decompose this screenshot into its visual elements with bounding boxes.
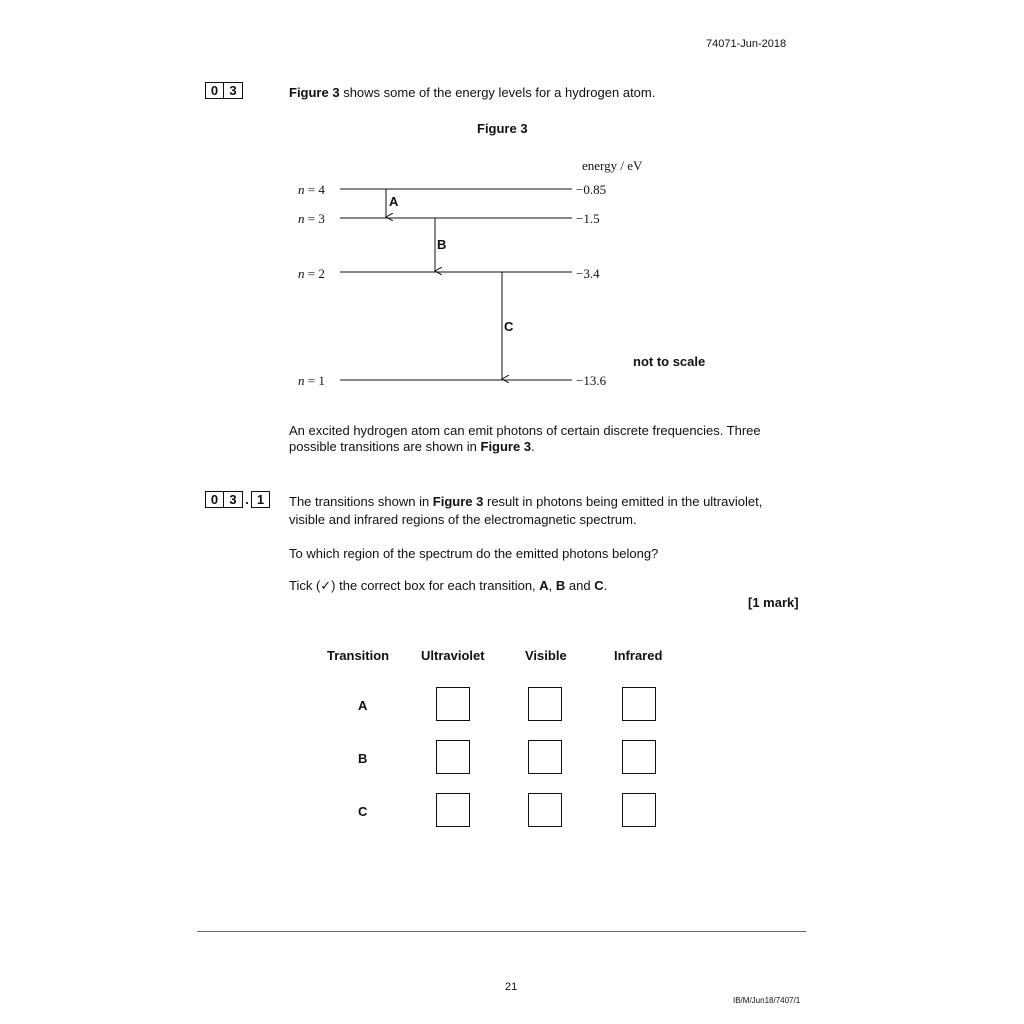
- tickbox-c-infrared[interactable]: [622, 793, 656, 827]
- subquestion-line-1: The transitions shown in Figure 3 result in photons being emitted in the ultraviolet,: [289, 494, 763, 509]
- subquestion-digit-1: 0: [205, 491, 224, 508]
- energy-value-n1: −13.6: [576, 373, 607, 388]
- marks-indicator: [1 mark]: [748, 595, 799, 610]
- not-to-scale-note: not to scale: [633, 354, 706, 369]
- level-label-n1: n = 1: [298, 373, 325, 388]
- transition-label-c: C: [504, 319, 514, 334]
- paper-reference: 74071-Jun-2018: [706, 38, 787, 50]
- question-digit-2: 3: [224, 82, 243, 99]
- transition-label-b: B: [437, 237, 447, 252]
- table-header-infrared: Infrared: [614, 648, 663, 663]
- subquestion-instruction: Tick (✓) the correct box for each transition, A, B and C.: [289, 578, 608, 593]
- question-digit-1: 0: [205, 82, 224, 99]
- level-label-n4: n = 4: [298, 182, 325, 197]
- footer-reference: IB/M/Jun18/7407/1: [733, 996, 801, 1005]
- question-number-box: [205, 82, 243, 99]
- tickbox-c-ultraviolet[interactable]: [436, 793, 470, 827]
- transition-label-a: A: [389, 194, 399, 209]
- paragraph-line-1: An excited hydrogen atom can emit photons of certain discrete frequencies. Three: [289, 423, 761, 438]
- tickbox-b-visible[interactable]: [528, 740, 562, 774]
- subquestion-digit-3: 1: [251, 491, 270, 508]
- table-row-label-b: B: [358, 751, 368, 766]
- tickbox-c-visible[interactable]: [528, 793, 562, 827]
- figure-title: Figure 3: [477, 121, 528, 136]
- tickbox-a-infrared[interactable]: [622, 687, 656, 721]
- table-row-label-a: A: [358, 698, 368, 713]
- tickbox-b-ultraviolet[interactable]: [436, 740, 470, 774]
- subquestion-number-box: [205, 491, 270, 508]
- subquestion-line-2: visible and infrared regions of the electromagnetic spectrum.: [289, 512, 637, 527]
- subquestion-prompt: To which region of the spectrum do the emitted photons belong?: [289, 546, 659, 561]
- figure-ref: Figure 3: [289, 85, 340, 100]
- tickbox-a-ultraviolet[interactable]: [436, 687, 470, 721]
- energy-value-n2: −3.4: [576, 266, 600, 281]
- page-number: 21: [505, 981, 518, 993]
- footer-rule: [197, 931, 806, 932]
- table-header-ultraviolet: Ultraviolet: [421, 648, 485, 663]
- table-row-label-c: C: [358, 804, 368, 819]
- tickbox-b-infrared[interactable]: [622, 740, 656, 774]
- energy-value-n4: −0.85: [576, 182, 607, 197]
- level-label-n3: n = 3: [298, 211, 325, 226]
- table-header-visible: Visible: [525, 648, 567, 663]
- level-label-n2: n = 2: [298, 266, 325, 281]
- figure-ref: Figure 3: [480, 439, 532, 454]
- table-header-transition: Transition: [327, 648, 390, 663]
- subquestion-digit-2: 3: [224, 491, 243, 508]
- question-intro: [289, 84, 655, 101]
- energy-value-n3: −1.5: [576, 211, 600, 226]
- energy-axis-label: energy / eV: [582, 158, 643, 173]
- paragraph-line-2: possible transitions are shown in Figure 3.: [289, 439, 535, 454]
- figure-ref: Figure 3: [432, 494, 484, 509]
- tickbox-a-visible[interactable]: [528, 687, 562, 721]
- intro-text: shows some of the energy levels for a hydrogen atom.: [339, 85, 656, 100]
- subquestion-dot: .: [245, 492, 249, 507]
